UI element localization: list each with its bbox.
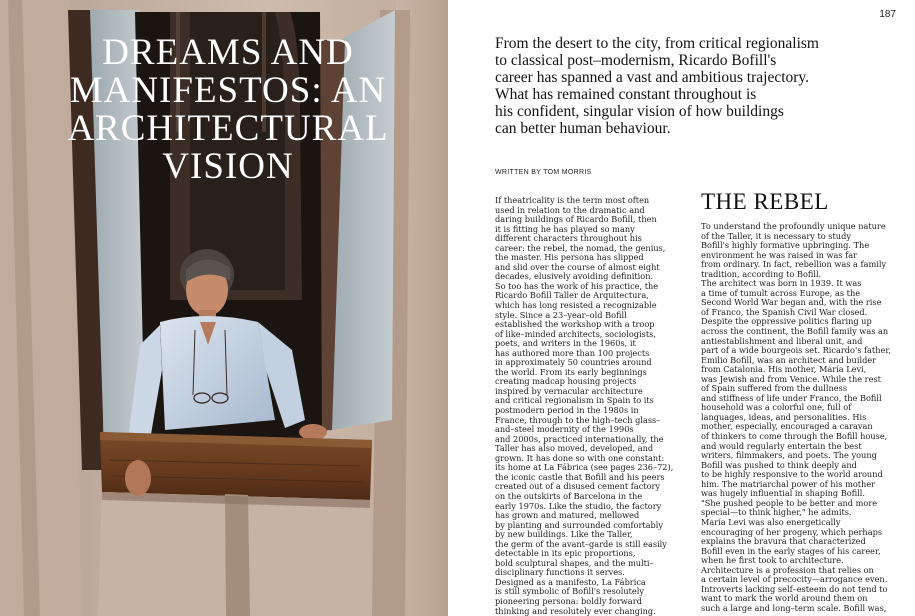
intro-line: to classical post–modernism, Ricardo Bofill's [495, 52, 777, 69]
intro-paragraph [495, 35, 875, 137]
body-text-line: created out of a disused cement factory [495, 481, 661, 492]
body-text-line: grown. It has done so with one constant: [495, 452, 665, 463]
body-text-line: Ricardo Bofill Taller de Arquitectura, [495, 290, 649, 301]
article-title [28, 34, 428, 186]
body-text-line: from ordinary. In fact, rebellion was a family [701, 259, 887, 270]
body-text-line: If theatricality is the term most often [495, 195, 650, 205]
body-text-line: pioneering persona: boldly forward [495, 595, 642, 606]
body-text-line: a certain level of precocity—arrogance even. [701, 574, 888, 585]
body-text-line: daring buildings of Ricardo Bofill, then [495, 214, 657, 225]
body-text-line: Introverts lacking self–esteem do not tend to [701, 583, 888, 594]
body-text-line: the germ of the avant–garde is still easily [495, 538, 667, 549]
body-text-line: it is fitting he has played so many [495, 223, 635, 234]
intro-line: What has remained constant throughout is [495, 86, 757, 103]
body-text-line: established the workshop with a troop [495, 319, 655, 330]
body-text-line: a time of tumult across Europe, as the [701, 287, 861, 298]
body-text-line: when he first took to architecture. [701, 555, 844, 566]
body-text-line: the master. His persona has slipped [495, 252, 644, 263]
intro-line: can better human behaviour. [495, 120, 671, 137]
body-text-line: by planting and surrounded comfortably [495, 519, 664, 530]
body-text-line: "She pushed people to be better and more [701, 497, 878, 508]
body-text-line: of thinkers to come through the Bofill house, [701, 431, 888, 442]
body-text-line: France, through to the high–tech glass– [495, 414, 661, 425]
body-text-line: Bofill even in the early stages of his career, [701, 545, 881, 556]
body-text-line: and critical regionalism in Spain to its [495, 395, 654, 406]
body-text-line: postmodern period in the 1980s in [495, 405, 639, 416]
body-text-line: disciplinary functions it serves. [495, 567, 625, 578]
body-text-line: languages, ideas, and personalities. His [701, 411, 867, 422]
body-text-line: the iconic castle that Bofill and his peers [495, 471, 665, 482]
body-text-line: has grown and matured, mellowed [495, 510, 640, 521]
body-text-line: mother, especially, encouraged a caravan [701, 421, 873, 432]
body-text-line: and slid over the course of almost eight [495, 261, 660, 272]
body-text-line: bold sculptural shapes, and the multi– [495, 557, 654, 568]
body-text-line: its home at La Fábrica (see pages 236–72), [495, 462, 674, 473]
body-text-line: by new buildings. Like the Taller, [495, 529, 633, 540]
body-text-line: is still symbolic of Bofill's resolutely [495, 586, 644, 597]
body-text-line: was Jewish and from Venice. While the rest [701, 373, 881, 384]
intro-line: career has spanned a vast and ambitious trajectory. [495, 69, 810, 86]
body-text-line: Bofill's highly formative upbringing. The [701, 240, 870, 251]
body-text-line: used in relation to the dramatic and [495, 204, 645, 215]
body-text-line: across the continent, the Bofill family was an [701, 326, 889, 337]
body-text-line: from Catalonia. His mother, María Levi, [701, 364, 867, 375]
body-text-line: Despite the oppressive politics flaring up [701, 316, 872, 327]
body-text-line: of like–minded architects, sociologists, [495, 328, 656, 339]
body-text-line: such a large and long–term scale. Bofill was, [701, 602, 887, 613]
body-text-line: Taller has also moved, developed, and [495, 443, 654, 454]
body-column-left [495, 196, 691, 616]
body-text-line: decades, elusively avoiding definition. [495, 271, 654, 282]
body-text-line: style. Since a 23–year–old Bofill [495, 309, 627, 320]
body-text-line: which has long resisted a recognizable [495, 300, 657, 311]
body-text-line: Emilio Bofill, was an architect and builder [701, 354, 877, 365]
body-text-line: So too has the work of his practice, the [495, 280, 659, 291]
body-text-line: creating madcap housing projects [495, 376, 637, 387]
body-text-line: of Franco, the Spanish Civil War closed. [701, 306, 868, 317]
body-text-line: special—to think higher," he admits. [701, 507, 852, 518]
body-text-line: and–steel modernity of the 1990s [495, 424, 634, 435]
body-text-line: of Spain suffered from the dullness [701, 383, 848, 394]
body-text-line: to be highly responsive to the world around [701, 469, 883, 480]
body-text-line: early 1970s. Like the studio, the factory [495, 500, 662, 511]
body-text-line: detectable in its epic proportions, [495, 548, 636, 559]
body-text-line: of the Taller, it is necessary to study [701, 230, 851, 241]
body-text-line: antiestablishment and liberal unit, and [701, 335, 863, 346]
body-column-right [701, 222, 899, 613]
body-text-line: on the outskirts of Barcelona in the [495, 490, 643, 501]
body-text-line: part of a wide bourgeois set. Ricardo's father, [701, 345, 891, 356]
title-line: DREAMS AND [102, 32, 354, 73]
body-text-line: To understand the profoundly unique nature [701, 221, 886, 231]
body-text-line: was hugely influential in shaping Bofill. [701, 488, 866, 499]
body-text-line: Bofill was pushed to think deeply and [701, 459, 857, 470]
body-text-line: environment he was raised in was far [701, 249, 857, 260]
body-text-line: explains the bravura that characterized [701, 536, 866, 547]
cover-photo [0, 0, 448, 616]
body-text-line: poets, and writers in the 1960s, it [495, 338, 636, 349]
intro-line: his confident, singular vision of how buildings [495, 103, 784, 120]
body-text-line: Architecture is a profession that relies on [701, 564, 874, 575]
body-text-line: The architect was born in 1939. It was [701, 278, 862, 289]
byline: WRITTEN BY TOM MORRIS [495, 169, 592, 176]
body-text-line: in approximately 50 countries around [495, 357, 652, 368]
body-text-line: has authored more than 100 projects [495, 347, 650, 358]
intro-line: From the desert to the city, from critical regionalism [495, 35, 819, 52]
body-text-line: Second World War began and, with the rise [701, 297, 882, 308]
body-text-line: different characters throughout his [495, 233, 642, 244]
body-text-line: career: the rebel, the nomad, the genius, [495, 242, 666, 253]
page-number: 187 [879, 9, 896, 20]
title-line: ARCHITECTURAL [67, 108, 389, 149]
body-text-line: want to mark the world around them on [701, 593, 868, 604]
title-line: VISION [162, 146, 294, 187]
body-text-line: writers, filmmakers, and poets. The young [701, 450, 877, 461]
body-text-line: and would regularly entertain the best [701, 440, 862, 451]
body-text-line: inspired by vernacular architecture [495, 385, 643, 396]
body-text-line: Designed as a manifesto, La Fábrica [495, 576, 646, 587]
body-text-line: household was a colorful one, full of [701, 402, 852, 413]
body-text-line: tradition, according to Bofill. [701, 268, 822, 279]
body-text-line: encouraging of her progeny, which perhaps [701, 526, 883, 537]
body-text-line: María Levi was also energetically [701, 516, 841, 527]
body-text-line: and stiffness of life under Franco, the Bofill [701, 392, 882, 403]
section-heading: THE REBEL [701, 189, 829, 214]
title-line: MANIFESTOS: AN [69, 70, 387, 111]
body-text-line: and 2000s, practiced internationally, the [495, 433, 664, 444]
body-text-line: him. The matriarchal power of his mother [701, 478, 876, 489]
body-text-line: the world. From its early beginnings [495, 366, 647, 377]
body-text-line: thinking and resolutely ever changing. [495, 605, 656, 616]
